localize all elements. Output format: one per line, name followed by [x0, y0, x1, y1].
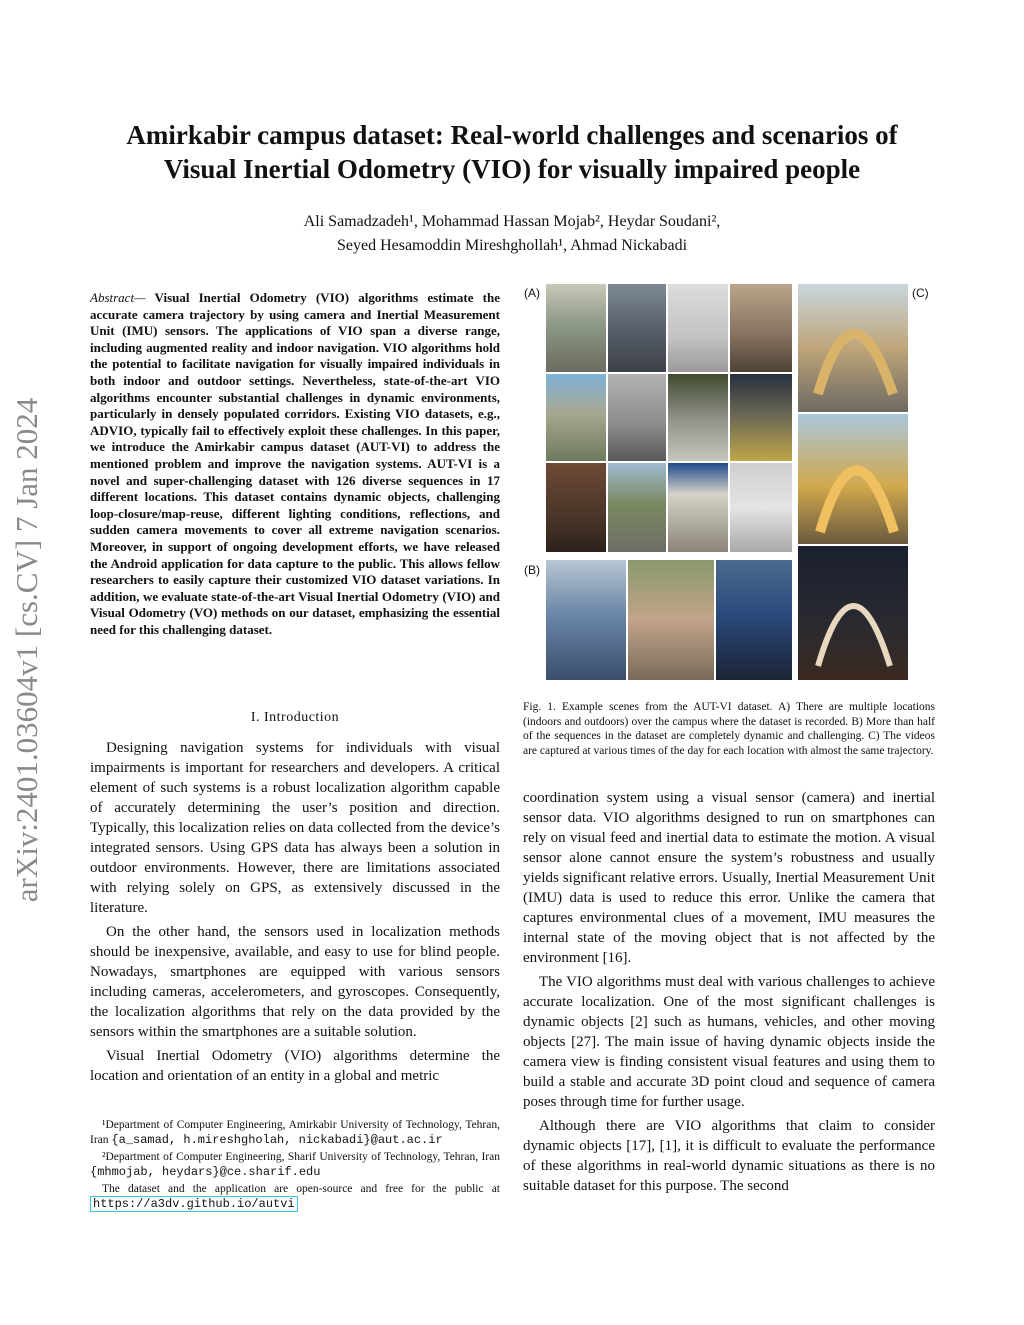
scene-photo-a6: [608, 374, 666, 461]
arch-sculpture-icon: [798, 284, 908, 412]
footnote-2: [90, 1150, 500, 1179]
authors-line-1: Ali Samadzadeh¹, Mohammad Hassan Mojab², Heydar Soudani²,: [303, 213, 721, 230]
time-of-day-photo-c1: [798, 284, 908, 412]
right-paragraph-3: Although there are VIO algorithms that claim to consider dynamic objects [17], [1], it is difficult to evaluate the performance of these algorithms in real-world dynamic situations as there is no suitable dataset for this purpose. The second: [523, 1118, 935, 1194]
figure-1-caption: Fig. 1. Example scenes from the AUT-VI dataset. A) There are multiple locations (indoors and outdoors) over the campus where the dataset is recorded. B) More than half of the sequences in the dataset are completely dynamic and challenging. C) The videos are captured at various times of the day for each location with almost the same trajectory.: [523, 701, 935, 757]
dynamic-photo-b1: [546, 560, 626, 680]
author-list: [150, 210, 874, 258]
scene-photo-a12: [730, 463, 792, 552]
time-of-day-photo-c2: [798, 414, 908, 544]
scene-photo-a11: [668, 463, 728, 552]
dynamic-photo-b3: [716, 560, 792, 680]
abstract: [90, 290, 500, 638]
scene-photo-a3: [668, 284, 728, 372]
scene-photo-a8: [730, 374, 792, 461]
footnote-1-text: ¹Department of Computer Engineering, Amirkabir University of Technology, Tehran, Iran: [90, 1119, 500, 1146]
footnote-1: [90, 1118, 500, 1147]
footnotes: [90, 1118, 500, 1214]
dataset-link[interactable]: https://a3dv.github.io/autvi: [90, 1196, 298, 1212]
footnote-2-text: ²Department of Computer Engineering, Sharif University of Technology, Tehran, Iran: [102, 1151, 500, 1163]
figure-label-a: (A): [524, 286, 540, 300]
intro-paragraph-3: Visual Inertial Odometry (VIO) algorithms determine the location and orientation of an entity in a global and metric: [90, 1048, 500, 1084]
footnote-2-emails: {mhmojab, heydars}@ce.sharif.edu: [90, 1164, 321, 1179]
abstract-label: Abstract—: [90, 290, 146, 305]
footnote-3-text: The dataset and the application are open-source and free for the public at: [102, 1183, 500, 1195]
right-paragraph-1: coordination system using a visual sensor (camera) and inertial sensor data. VIO algorithms designed to run on smartphones can rely on visual feed and inertial data to estimate the motion. A visual sensor alone cannot ensure the system’s robustness and usually yields significant relative errors. Usually, Inertial Measurement Unit (IMU) data is used to reduce this error. Unlike the camera that captures environmental clues of a movement, IMU measures the internal state of the moving object that is not affected by the environment [16].: [523, 790, 935, 966]
dynamic-photo-b2: [628, 560, 714, 680]
scene-photo-a10: [608, 463, 666, 552]
right-paragraph-2: The VIO algorithms must deal with various challenges to achieve accurate localization. One of the most significant challenges is dynamic objects [2] such as humans, vehicles, and other moving objects [27]. The main issue of having dynamic objects inside the camera view is finding consistent visual features and using them to build a stable and accurate 3D point cloud and sequence of camera poses through time for further usage.: [523, 974, 935, 1110]
right-column-body: [523, 788, 935, 1200]
scene-photo-a2: [608, 284, 666, 372]
figure-label-b: (B): [524, 563, 540, 577]
figure-label-c: (C): [912, 286, 929, 300]
arch-sculpture-icon: [798, 414, 908, 544]
left-column-body: [90, 738, 500, 1090]
arxiv-identifier: arXiv:2401.03604v1 [cs.CV] 7 Jan 2024: [9, 397, 44, 903]
section-heading-introduction: I. Introduction: [250, 710, 340, 725]
intro-paragraph-1: Designing navigation systems for individuals with visual impairments is important for researchers and developers. A critical element of such systems is a robust localization algorithm capable of accurately determining the user’s position and direction. Typically, this localization relies on data collected from the device’s integrated sensors. Using GPS data has always been a solution in outdoor environments. However, there are limitations associated with relying solely on GPS, as extensively discussed in the literature.: [90, 740, 500, 916]
scene-photo-a1: [546, 284, 606, 372]
time-of-day-photo-c3: [798, 546, 908, 680]
intro-paragraph-2: On the other hand, the sensors used in localization methods should be inexpensive, available, and easy to use for blind people. Nowadays, smartphones are equipped with various sensors including cameras, accelerometers, and gyroscopes. Consequently, the localization algorithms that rely on the data provided by the sensors within the smartphones are a suitable solution.: [90, 924, 500, 1040]
footnote-3: [90, 1182, 500, 1211]
footnote-1-emails: {a_samad, h.mireshgholah, nickabadi}@aut.ac.ir: [111, 1132, 443, 1147]
scene-photo-a4: [730, 284, 792, 372]
arch-sculpture-icon: [798, 546, 908, 680]
title-line-2: Visual Inertial Odometry (VIO) for visually impaired people: [163, 154, 861, 184]
title-line-1: Amirkabir campus dataset: Real-world challenges and scenarios of: [126, 120, 898, 150]
scene-photo-a9: [546, 463, 606, 552]
paper-title: [90, 118, 934, 186]
scene-photo-a5: [546, 374, 606, 461]
abstract-text: Visual Inertial Odometry (VIO) algorithms estimate the accurate camera trajectory by using camera and Inertial Measurement Unit (IMU) sensors. The applications of VIO span a diverse range, including augmented reality and indoor navigation. VIO algorithms hold the potential to facilitate navigation for visually impaired individuals in both indoor and outdoor settings. Nevertheless, state-of-the-art VIO algorithms encounter substantial challenges in dynamic environments, particularly in densely populated corridors. Existing VIO datasets, e.g., ADVIO, typically fail to effectively exploit these challenges. In this paper, we introduce the Amirkabir campus dataset (AUT-VI) to address the mentioned problem and improve the navigation systems. AUT-VI is a novel and super-challenging dataset with 126 diverse sequences in 17 different locations. This dataset contains dynamic objects, challenging loop-closure/map-reuse, different lighting conditions, reflections, and sudden camera movements to cover all extreme navigation scenarios. Moreover, in support of ongoing development efforts, we have released the Android application for data capture to the public. This allows fellow researchers to easily capture their customized VIO dataset variations. In addition, we evaluate state-of-the-art Visual Inertial Odometry (VIO) and Visual Odometry (VO) methods on our dataset, emphasizing the essential need for this challenging dataset.: [90, 290, 500, 637]
scene-photo-a7: [668, 374, 728, 461]
authors-line-2: Seyed Hesamoddin Mireshghollah¹, Ahmad Nickabadi: [336, 237, 688, 254]
